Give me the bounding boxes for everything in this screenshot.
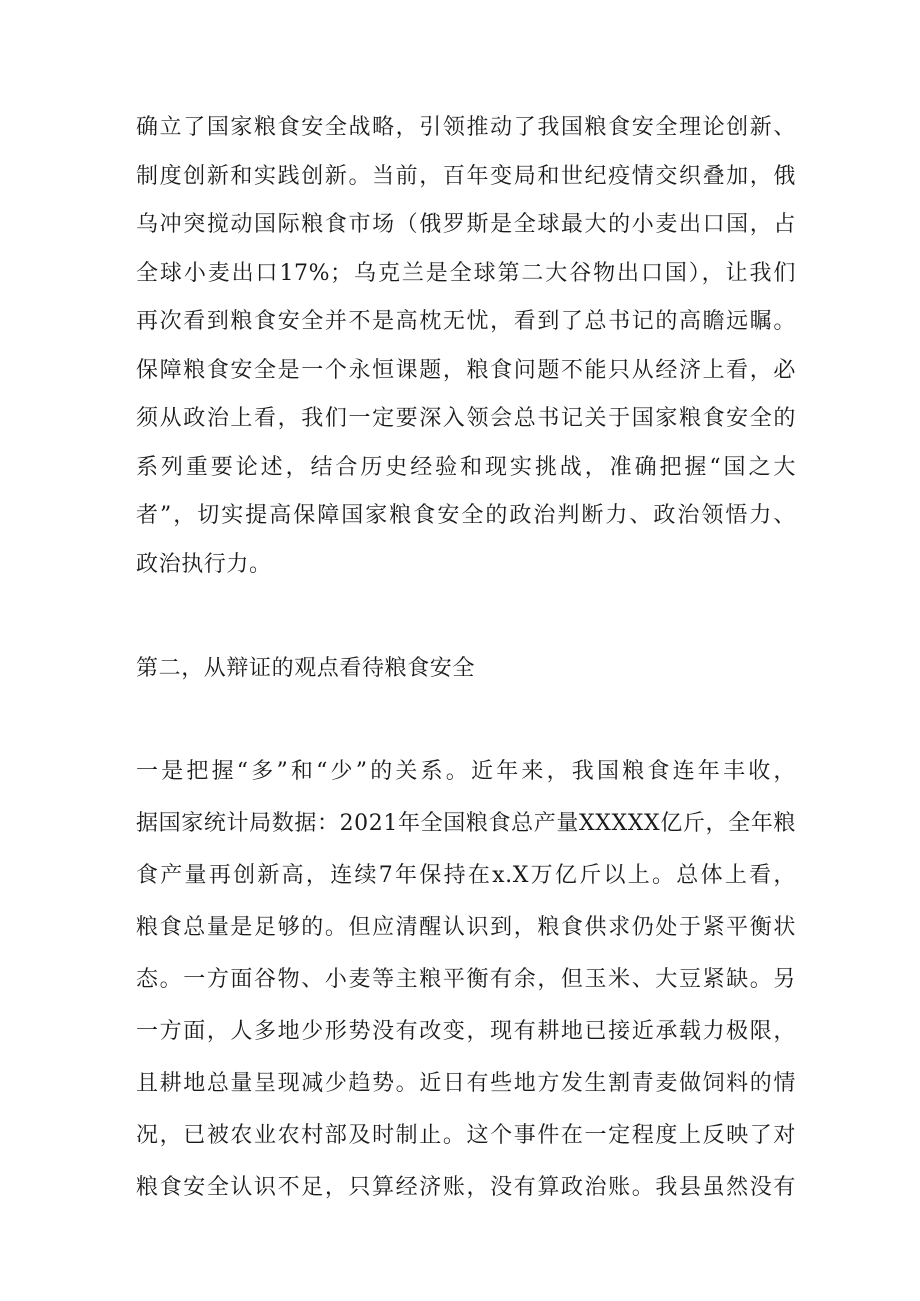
section-heading: 第二，从辩证的观点看待粮食安全 [136, 656, 476, 681]
paragraph-line: 再次看到粮食安全并不是高枕无忧，看到了总书记的高瞻远瞩。 [136, 309, 796, 334]
paragraph-line: 粮食总量是足够的。但应清醒认识到，粮食供求仍处于紧平衡状 [136, 915, 796, 940]
paragraph-line: 况，已被农业农村部及时制止。这个事件在一定程度上反映了对 [136, 1123, 796, 1148]
paragraph-line: 一是把握“多”和“少”的关系。近年来，我国粮食连年丰收， [136, 759, 796, 784]
paragraph-line: 态。一方面谷物、小麦等主粮平衡有余，但玉米、大豆紧缺。另 [136, 967, 796, 992]
paragraph-line: 政治执行力。 [136, 552, 272, 577]
paragraph-line: 制度创新和实践创新。当前，百年变局和世纪疫情交织叠加，俄 [136, 164, 796, 189]
paragraph-line: 且耕地总量呈现减少趋势。近日有些地方发生割青麦做饲料的情 [136, 1071, 796, 1096]
paragraph-line: 确立了国家粮食安全战略，引领推动了我国粮食安全理论创新、 [136, 115, 796, 140]
paragraph-line: 一方面，人多地少形势没有改变，现有耕地已接近承载力极限， [136, 1019, 796, 1044]
paragraph-line: 系列重要论述，结合历史经验和现实挑战，准确把握“国之大 [136, 455, 796, 480]
paragraph-line: 乌冲突搅动国际粮食市场（俄罗斯是全球最大的小麦出口国，占 [136, 212, 796, 237]
paragraph-line: 全球小麦出口17%；乌克兰是全球第二大谷物出口国），让我们 [136, 261, 796, 286]
paragraph-line: 须从政治上看，我们一定要深入领会总书记关于国家粮食安全的 [136, 406, 796, 431]
paragraph-line: 者”，切实提高保障国家粮食安全的政治判断力、政治领悟力、 [136, 503, 796, 528]
paragraph-line: 据国家统计局数据：2021年全国粮食总产量XXXXX亿斤，全年粮 [136, 811, 796, 836]
paragraph-line: 食产量再创新高，连续7年保持在x.X万亿斤以上。总体上看， [136, 863, 796, 888]
paragraph-line: 粮食安全认识不足，只算经济账，没有算政治账。我县虽然没有 [136, 1175, 796, 1200]
paragraph-line: 保障粮食安全是一个永恒课题，粮食问题不能只从经济上看，必 [136, 358, 796, 383]
